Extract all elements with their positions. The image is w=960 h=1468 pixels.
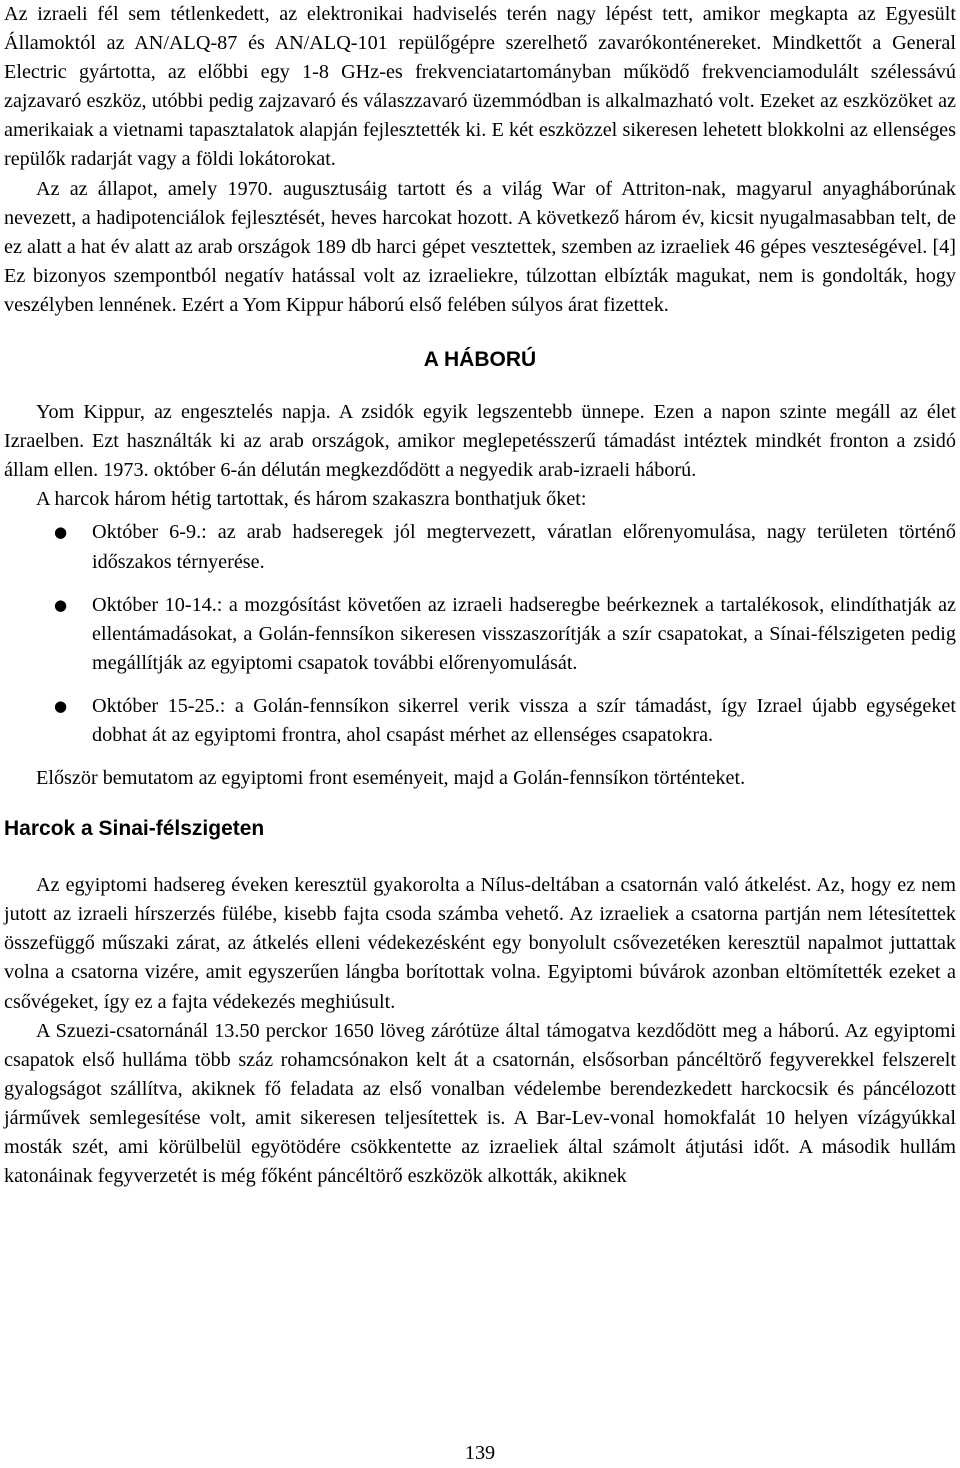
- list-item: [4, 518, 956, 576]
- document-page: [4, 0, 956, 1191]
- page-number: 139: [464, 1442, 496, 1464]
- phase-list: [4, 518, 956, 750]
- intro-paragraph-1: Az izraeli fél sem tétlenkedett, az elektronikai hadviselés terén nagy lépést tett, amikor megkapta az Egyesült Államoktól az AN/ALQ-87 és AN/ALQ-101 repülőgépre szerelhető zavarókonténereket. Mindkettőt a General Electric gyártotta, az előbbi egy 1-8 GHz-es frekvenciatartományban működő frekvenciamodulált szélessávú zajzavaró eszköz, utóbbi pedig zajzavaró és válaszzavaró üzemmódban is alkalmazható volt. Ezeket az eszközöket az amerikaiak a vietnami tapasztalatok alapján fejlesztették ki. E két eszközzel sikeresen lehetett blokkolni az ellenséges repülők radarját vagy a földi lokátorokat.: [4, 3, 956, 171]
- bullet-icon: ●: [54, 523, 68, 542]
- bullet-icon: ●: [54, 696, 68, 715]
- war-paragraph-1: Yom Kippur, az engesztelés napja. A zsidók egyik legszentebb ünnepe. Ezen a napon szinte megáll az élet Izraelben. Ezt használták ki az arab országok, amikor meglepetésszerű támadást intéztek mindkét fronton a zsidó állam ellen. 1973. október 6-án délután megkezdődött a negyedik arab-izraeli háború.: [4, 401, 956, 482]
- phase-text: Október 15-25.: a Golán-fennsíkon sikerrel verik vissza a szír támadást, így Izrael újabb egységeket dobhat át az egyiptomi frontra, ahol csapást mérhet az ellenséges csapatokra.: [92, 694, 956, 746]
- sinai-paragraph-1: Az egyiptomi hadsereg éveken keresztül gyakorolta a Nílus-deltában a csatornán való átkelést. Az, hogy ez nem jutott az izraeli hírszerzés fülébe, kisebb fajta csoda számba vehető. Az izraeliek a csatorna partján nem létesítettek összefüggő műszaki zárat, az átkelés elleni védekezésként egy bonyolult csővezetéken keresztül napalmot juttattak volna a csatorna vizére, amit egyszerűen lángba borítottak volna. Egyiptomi búvárok azonban eltömítették ezeket a csővégeket, így ez a fajta védekezés meghiúsult.: [4, 874, 956, 1013]
- war-paragraph-2: A harcok három hétig tartottak, és három szakaszra bonthatjuk őket:: [36, 488, 587, 511]
- bullet-icon: ●: [54, 595, 68, 614]
- section-heading-war: A HÁBORÚ: [423, 348, 537, 372]
- phase-text: Október 10-14.: a mozgósítást követően az izraeli hadseregbe beérkeznek a tartalékosok, elindíthatják az ellentámadásokat, a Golán-fennsíkon sikeresen visszaszorítják a szír csapatokat, a Sínai-félszigeten pedig megállítják az egyiptomi csapatok további előrenyomulását.: [92, 593, 956, 674]
- phase-text: Október 6-9.: az arab hadseregek jól megtervezett, váratlan előrenyomulása, nagy területen történő időszakos térnyerése.: [92, 521, 956, 573]
- intro-paragraph-2: Az az állapot, amely 1970. augusztusáig tartott és a világ War of Attriton-nak, magyarul anyagháborúnak nevezett, a hadipotenciálok fejlesztését, heves harcokat hozott. A következő három év, kicsit nyugalmasabban telt, de ez alatt a hat év alatt az arab országok 189 db harci gépet vesztettek, szemben az izraeliek 46 gépes veszteségével. [4] Ez bizonyos szempontból negatív hatással volt az izraeliekre, túlzottan elbízták magukat, nem is gondolták, hogy veszélyben lennének. Ezért a Yom Kippur háború első felében súlyos árat fizettek.: [4, 177, 956, 316]
- list-item: [4, 692, 956, 750]
- section-heading-sinai: Harcok a Sinai-félszigeten: [4, 817, 265, 841]
- sinai-paragraph-2: A Szuezi-csatornánál 13.50 perckor 1650 löveg zárótüze által támogatva kezdődött meg a háború. Az egyiptomi csapatok első hulláma több száz rohamcsónakon kelt át a csatornán, elsősorban páncéltörő fegyverekkel felszerelt gyalogságot szállítva, akiknek fő feladata az első vonalban védelembe berendezkedett harckocsik és páncélozott járművek semlegesítése volt, amit sikeresen teljesítettek is. A Bar-Lev-vonal homokfalát 10 helyen vízágyúkkal mosták szét, ami körülbelül egyötödére csökkentette az izraeliek által számolt átjutási időt. A második hullám katonáinak fegyverzetét is még főként páncéltörő eszközök alkották, akiknek: [4, 1019, 956, 1188]
- list-item: [4, 591, 956, 678]
- war-paragraph-3: Először bemutatom az egyiptomi front eseményeit, majd a Golán-fennsíkon történteket.: [36, 767, 746, 790]
